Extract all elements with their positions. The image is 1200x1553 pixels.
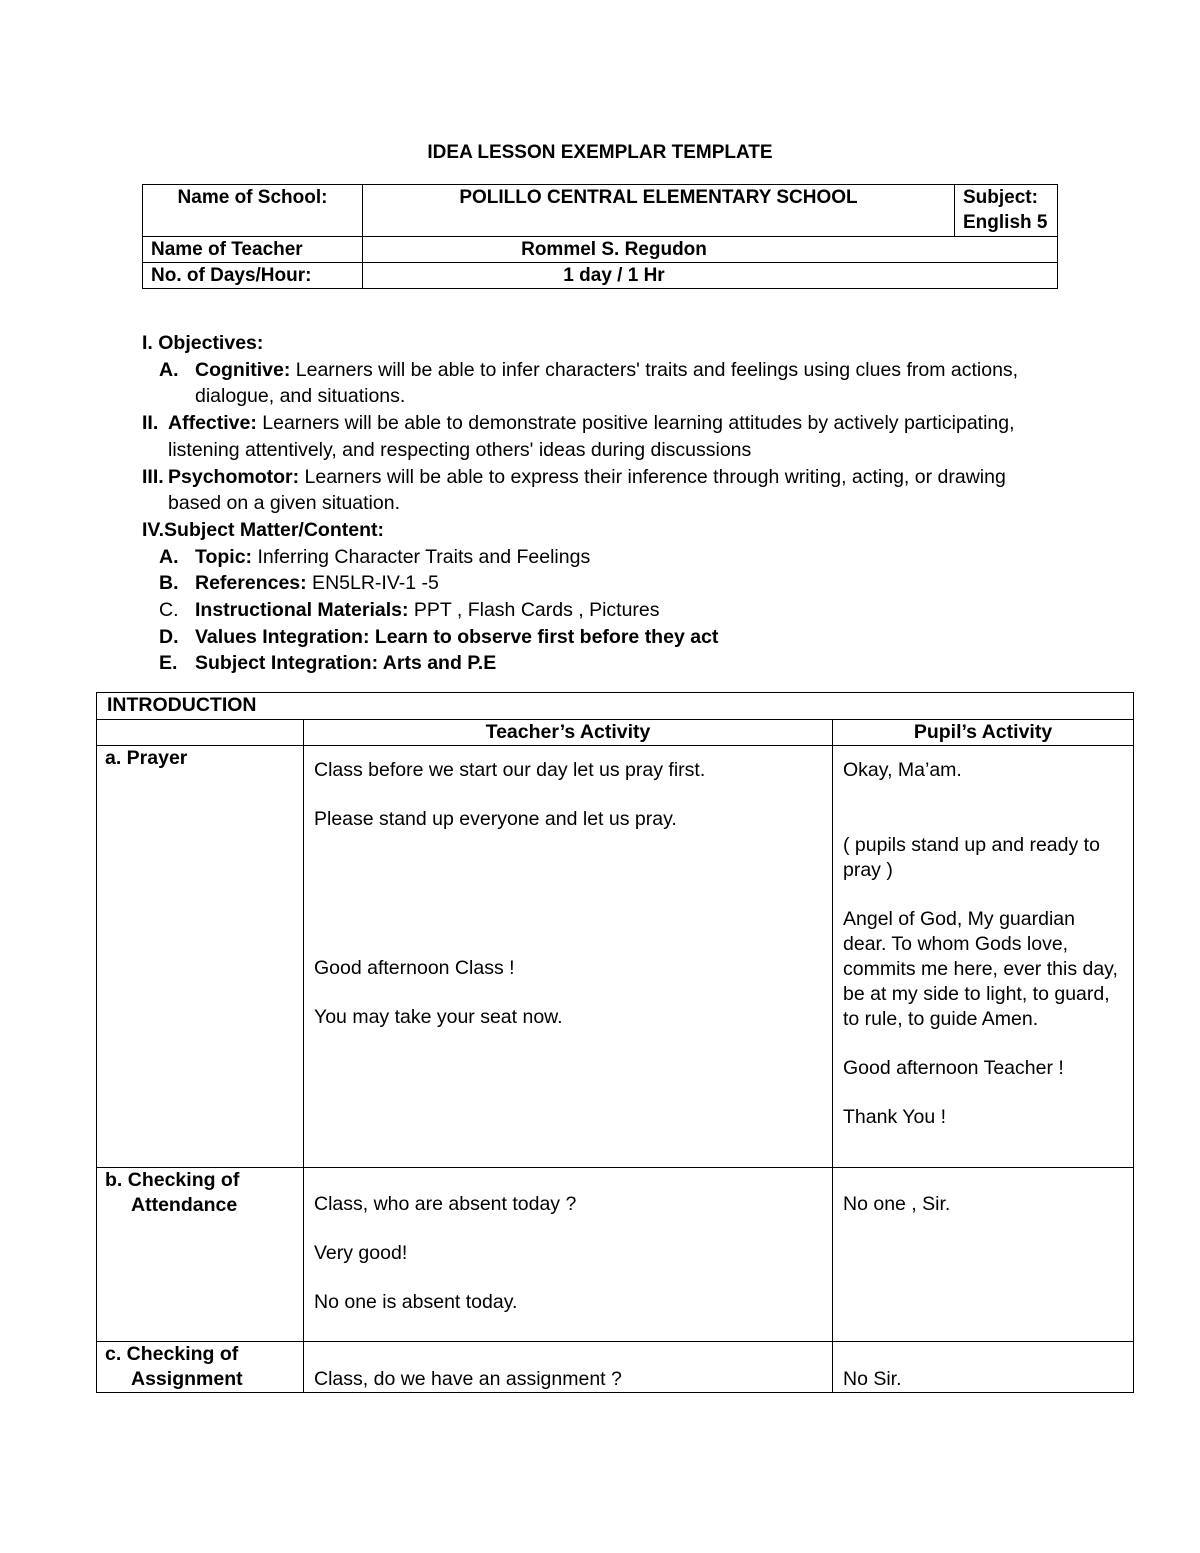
table-row-prayer bbox=[97, 746, 1134, 1168]
pupil-cell-prayer: Okay, Ma’am. ( pupils stand up and ready to pray ) Angel of God, My guardian dear. To whom Gods love, commits me here, ever this day, be at my side to light, to guard, to rule, to guide Amen. Good afternoon Teacher ! Thank You ! bbox=[833, 746, 1134, 1168]
row-label-prayer: a. Prayer bbox=[97, 746, 304, 1168]
teacher-label: Name of Teacher bbox=[143, 237, 363, 263]
teacher-value: Rommel S. Regudon bbox=[363, 237, 1058, 263]
pupil-cell-attendance: No one , Sir. bbox=[833, 1168, 1134, 1342]
teacher-cell-prayer: Class before we start our day let us pray first. Please stand up everyone and let us pray. Good afternoon Class ! You may take your seat now. bbox=[304, 746, 833, 1168]
school-info-table bbox=[142, 184, 1058, 289]
materials-line: C. Instructional Materials: PPT , Flash Cards , Pictures bbox=[159, 599, 660, 622]
objective-psychomotor: III. Psychomotor: Learners will be able to express their inference through writing, acting, or drawing based on a given situation. bbox=[142, 465, 1006, 515]
school-value: POLILLO CENTRAL ELEMENTARY SCHOOL bbox=[363, 185, 955, 237]
table-row-assignment bbox=[97, 1342, 1134, 1393]
teacher-cell-assignment: Class, do we have an assignment ? bbox=[304, 1342, 833, 1393]
subject-label: Subject: English 5 bbox=[955, 185, 1058, 237]
objective-cognitive: A. Cognitive: Learners will be able to infer characters' traits and feelings using clues from actions, dialogue, and situations. bbox=[159, 358, 1019, 408]
lesson-activity-table bbox=[96, 692, 1134, 1393]
references-line: B. References: EN5LR-IV-1 -5 bbox=[159, 572, 439, 595]
table-row-attendance bbox=[97, 1168, 1134, 1342]
days-value: 1 day / 1 Hr bbox=[363, 263, 1058, 289]
school-label: Name of School: bbox=[143, 185, 363, 237]
subject-matter-heading: IV.Subject Matter/Content: bbox=[142, 518, 384, 541]
objectives-heading: I. Objectives: bbox=[142, 332, 264, 354]
document-title: IDEA LESSON EXEMPLAR TEMPLATE bbox=[427, 142, 773, 163]
days-label: No. of Days/Hour: bbox=[143, 263, 363, 289]
subject-integration-line: E. Subject Integration: Arts and P.E bbox=[159, 652, 497, 675]
teacher-activity-header: Teacher’s Activity bbox=[304, 720, 833, 746]
row-label-attendance: b. Checking of Attendance bbox=[97, 1168, 304, 1342]
values-integration-line: D. Values Integration: Learn to observe first before they act bbox=[159, 625, 719, 648]
topic-line: A. Topic: Inferring Character Traits and Feelings bbox=[159, 545, 591, 568]
header-empty bbox=[97, 720, 304, 746]
section-introduction: INTRODUCTION bbox=[97, 693, 1134, 720]
pupil-activity-header: Pupil’s Activity bbox=[833, 720, 1134, 746]
row-label-assignment: c. Checking of Assignment bbox=[97, 1342, 304, 1393]
pupil-cell-assignment: No Sir. bbox=[833, 1342, 1134, 1393]
objectives-section bbox=[142, 330, 1042, 677]
teacher-cell-attendance: Class, who are absent today ? Very good! No one is absent today. bbox=[304, 1168, 833, 1342]
objective-affective: II. Affective: Learners will be able to demonstrate positive learning attitudes by actively participating, listening attentively, and respecting others' ideas during discussions bbox=[142, 412, 1015, 461]
